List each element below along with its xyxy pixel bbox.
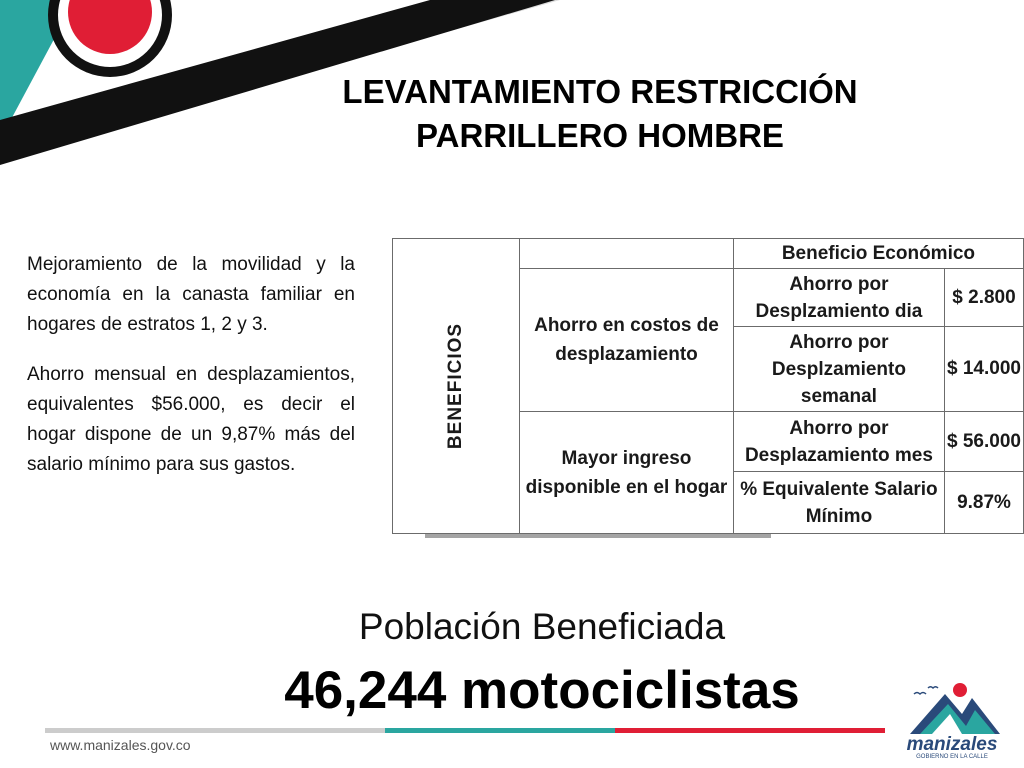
beneficios-side-label: BENEFICIOS: [445, 322, 467, 450]
footer-bar-teal: [385, 728, 615, 733]
item-ahorro-semanal: Ahorro por Desplzamiento semanal: [733, 327, 944, 412]
item-equivalente-salario: % Equivalente Salario Mínimo: [733, 472, 944, 534]
header-empty-cell: [520, 239, 734, 269]
title-line-1: LEVANTAMIENTO RESTRICCIÓN: [342, 73, 858, 110]
title-line-2: PARRILLERO HOMBRE: [416, 117, 784, 154]
logo-name: manizales: [906, 734, 998, 755]
beneficios-side-cell: [393, 239, 520, 534]
alcaldia-logo-icon: [900, 680, 1005, 736]
paragraph-mejoramiento: Mejoramiento de la movilidad y la economía en la canasta familiar en hogares de estratos 1, 2 y 3.: [27, 254, 355, 335]
value-ahorro-semanal: $ 14.000: [945, 327, 1024, 412]
population-label: Población Beneficiada: [358, 606, 726, 647]
paragraph-ahorro: Ahorro mensual en desplazamientos, equivalentes $56.000, es decir el hogar dispone de un 9,87% más del salario mínimo para sus gastos.: [27, 364, 355, 475]
value-ahorro-dia: $ 2.800: [945, 269, 1024, 327]
logo-birds-2: [928, 687, 938, 688]
item-ahorro-mes: Ahorro por Desplazamiento mes: [733, 412, 944, 472]
item-ahorro-dia: Ahorro por Desplzamiento dia: [733, 269, 944, 327]
logo-birds: [914, 693, 926, 695]
logo-subtitle: GOBIERNO EN LA CALLE: [916, 754, 988, 760]
group-ahorro-costos: Ahorro en costos de desplazamiento: [520, 269, 734, 412]
description-text: [27, 250, 355, 500]
group-mayor-ingreso: Mayor ingreso disponible en el hogar: [520, 412, 734, 534]
header-beneficio-economico: Beneficio Económico: [733, 239, 1023, 269]
footer-bar-gray: [45, 728, 385, 733]
population-value: 46,244 motociclistas: [284, 661, 800, 720]
benefits-table: [392, 238, 1024, 534]
table-header-row: [393, 239, 1024, 269]
value-equivalente-salario: 9.87%: [945, 472, 1024, 534]
logo-sun: [953, 683, 967, 697]
footer-url[interactable]: www.manizales.gov.co: [50, 737, 191, 753]
page-title: [270, 70, 930, 158]
value-ahorro-mes: $ 56.000: [945, 412, 1024, 472]
table-shadow: [425, 534, 771, 538]
footer-bar-red: [615, 728, 885, 733]
